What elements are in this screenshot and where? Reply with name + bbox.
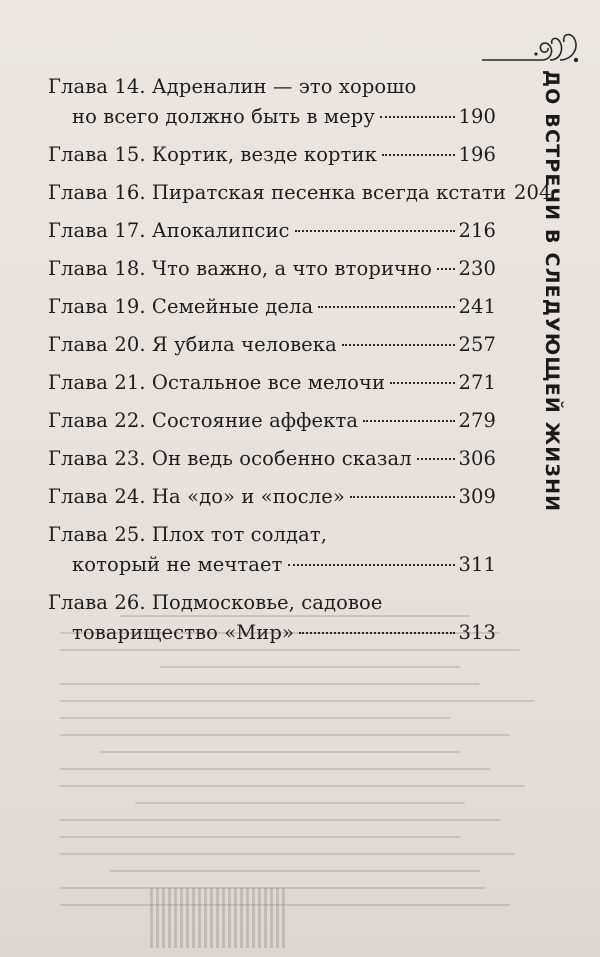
toc-entry-26 (48, 588, 496, 648)
dot-leader (437, 268, 456, 270)
page-number: 279 (458, 409, 496, 432)
table-of-contents (48, 72, 552, 656)
dot-leader (342, 344, 456, 346)
toc-entry-21 (48, 368, 496, 398)
page-number: 241 (458, 295, 496, 318)
chapter-title: Глава 18. Что важно, а что вторично (48, 257, 432, 280)
chapter-title: Глава 17. Апокалипсис (48, 219, 290, 242)
page-number: 190 (458, 105, 496, 128)
dot-leader (390, 382, 455, 384)
dot-leader (318, 306, 455, 308)
page-number: 257 (458, 333, 496, 356)
page-number: 311 (458, 553, 496, 576)
chapter-title: Глава 21. Остальное все мелочи (48, 371, 386, 394)
chapter-title: Глава 20. Я убила человека (48, 333, 337, 356)
dot-leader (350, 496, 456, 498)
toc-entry-23 (48, 444, 496, 474)
dot-leader (363, 420, 455, 422)
toc-entry-22 (48, 406, 496, 436)
page-number: 230 (458, 257, 496, 280)
toc-entry-17 (48, 216, 496, 246)
chapter-title: Глава 16. Пиратская песенка всегда кстати (48, 181, 506, 204)
dot-leader (417, 458, 456, 460)
series-title: ДО ВСТРЕЧИ В СЛЕДУЮЩЕЙ ЖИЗНИ (541, 70, 563, 513)
toc-entry-20 (48, 330, 496, 360)
chapter-title-cont: но всего должно быть в меру (72, 105, 375, 128)
show-through-barcode (150, 888, 285, 948)
toc-entry-24 (48, 482, 496, 512)
chapter-title: Глава 19. Семейные дела (48, 295, 314, 318)
chapter-title: Глава 23. Он ведь особенно сказал (48, 447, 412, 470)
toc-entry-25 (48, 520, 496, 580)
toc-entry-18 (48, 254, 496, 284)
dot-leader (288, 564, 456, 566)
dot-leader (299, 632, 455, 634)
chapter-title: Глава 22. Состояние аффекта (48, 409, 359, 432)
dot-leader (295, 230, 456, 232)
toc-entry-19 (48, 292, 496, 322)
toc-entry-14 (48, 72, 496, 132)
chapter-title: Глава 15. Кортик, везде кортик (48, 143, 377, 166)
page-number: 196 (458, 143, 496, 166)
page-number: 309 (458, 485, 496, 508)
chapter-title: Глава 24. На «до» и «после» (48, 485, 345, 508)
page-number: 306 (458, 447, 496, 470)
page-number: 271 (458, 371, 496, 394)
chapter-title: Глава 25. Плох тот солдат, (48, 523, 328, 546)
flourish-ornament-icon (480, 30, 582, 70)
page-number: 216 (458, 219, 496, 242)
page-number: 313 (458, 621, 496, 644)
chapter-title-cont: который не мечтает (72, 553, 283, 576)
chapter-title: Глава 26. Подмосковье, садовое (48, 591, 383, 614)
chapter-title: Глава 14. Адреналин — это хорошо (48, 75, 417, 98)
dot-leader (382, 154, 456, 156)
toc-entry-16 (48, 178, 552, 208)
toc-entry-15 (48, 140, 496, 170)
page-number: 204 (513, 181, 552, 204)
chapter-title-cont: товарищество «Мир» (72, 621, 295, 644)
dot-leader (380, 116, 456, 118)
